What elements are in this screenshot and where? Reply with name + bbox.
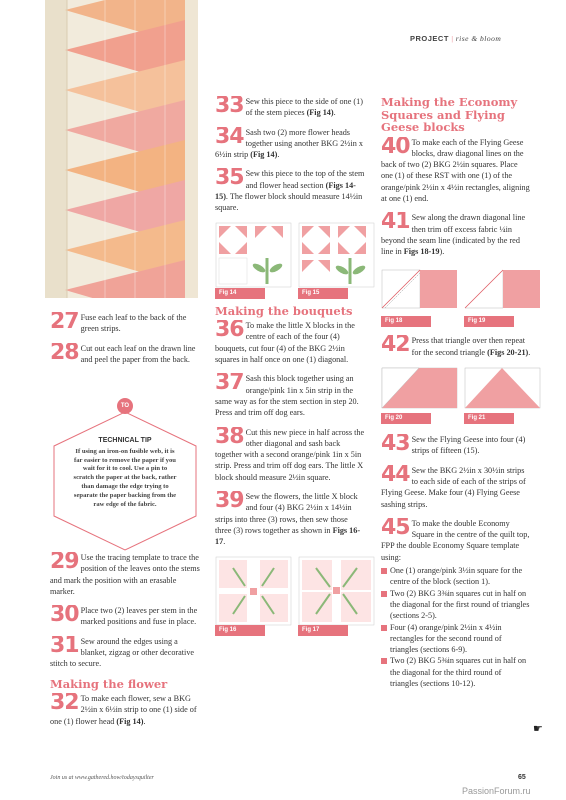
fig-reference: (Figs 14-15) [215,180,356,202]
technical-tip [50,403,200,552]
step-number: 41 [381,212,410,235]
figure-14 [215,222,292,299]
step-text: Sash this block together using an orange/pink 1in x 5in strip in the same way as for the stem section in step 20. Press and trim off dog ears. [215,374,359,418]
left-column-lower [50,552,200,735]
fig-15-label: Fig 15 [298,288,348,299]
step-number: 43 [381,434,410,457]
fig-18-label: Fig 18 [381,316,431,327]
step-29 [50,552,200,597]
page-header [410,34,501,43]
footer-join-text: Join us at www.gathered.how/todaysquilter [50,775,154,781]
step-number: 29 [50,552,79,574]
figure-15 [298,222,375,299]
list-item: Two (2) BKG 3⅜in squares cut in half on the diagonal for the first round of triangles (sections 2-5). [381,588,531,622]
fig-reference: Figs 18-19 [403,247,440,257]
step-text: Place two (2) leaves per stem in the marked positions and fuse in place. [80,606,198,627]
step-number: 42 [381,335,410,358]
list-item: One (1) orange/pink 3½in square for the centre of the block (section 1). [381,565,531,588]
step-27 [50,312,200,335]
step-text-end: . [277,150,280,160]
step-number: 45 [381,517,410,540]
header-project: PROJECT [410,34,449,43]
step-text-end: . [528,347,531,357]
step-text: Sew along the drawn diagonal line then trim off excess fabric ¼in beyond the seam line (indicated by the red line in [381,213,526,257]
fabric-list [381,565,531,689]
step-text: Sew the flowers, the little X block and four (4) BKG 2½in x 14½in strips into three (3) rows, then sew those three (3) rows together as shown in [215,492,358,535]
step-number: 32 [50,693,79,716]
step-text-end: ). [439,247,445,257]
right-column [381,92,531,689]
step-44 [381,465,531,510]
step-text: Sash two (2) more flower heads together using another BKG 2½in x 6½in strip [215,127,363,160]
middle-column [215,96,365,636]
tip-title: TECHNICAL TIP [98,437,152,444]
flower-block-complete-diagram [298,222,375,288]
heading-economy-squares: Making the Economy Squares and Flying Geese blocks [381,95,518,134]
bouquet-complete-diagram [298,556,375,626]
figures-14-15 [215,222,365,299]
step-42 [381,335,531,358]
flying-geese-trimmed-diagram [464,265,541,315]
tip-badge: TO [117,398,133,414]
step-text: Cut out each leaf on the drawn line and peel the paper from the back. [80,343,196,364]
step-43 [381,434,531,457]
figures-20-21 [381,366,531,424]
step-text-end: . [143,716,146,726]
step-number: 38 [215,426,244,449]
step-35 [215,168,365,213]
list-item: Two (2) BKG 5⅜in squares cut in half on the diagonal for the third round of triangles (sections 10-12). [381,655,531,689]
step-number: 28 [50,342,79,365]
fig-20-label: Fig 20 [381,413,431,424]
step-text: To make the little X blocks in the centre of each of the four (4) bouquets, cut four (4) of the BKG 2½in squares in half once on one (1) diagonal. [215,321,355,365]
heading-making-the-bouquets: Making the bouquets [215,303,353,318]
page-number: 65 [518,774,526,781]
fig-reference: (Fig 14) [306,108,334,118]
step-31 [50,636,200,670]
step-33 [215,96,365,119]
left-column [50,312,200,373]
fig-reference: Figs 16-17 [215,525,361,547]
tip-body: If using an iron-on fusible web, it is far easier to remove the paper if you wait for it to cool. Use a pin to scratch the paper at the back, rather than damage the edge trying to separate the paper backing from the raw edge of the fabric. [73,447,177,508]
figure-18 [381,265,458,327]
step-36 [215,320,365,365]
flying-geese-pressed-diagram [381,366,458,412]
step-text: Sew the Flying Geese into four (4) strips of fifteen (15). [411,435,526,456]
step-text-end: . [333,108,336,118]
step-text: To make each flower, sew a BKG 2½in x 6½in strip to one (1) side of one (1) flower head [50,694,197,726]
step-text: Cut this new piece in half across the other diagonal and sash back together with a second orange/pink 1in x 5in strip. Press and trim off dog ears. The little X block should measure 2½in square. [215,427,365,482]
step-text: Press that triangle over then repeat for the second triangle [411,336,526,357]
step-32 [50,693,200,727]
step-30 [50,605,200,628]
figures-16-17 [215,556,365,636]
step-38 [215,427,365,483]
step-number: 37 [215,373,244,396]
heading-making-the-flower: Making the flower [50,676,168,691]
fig-reference: (Figs 20-21) [487,347,529,357]
step-text-end: . [223,537,226,547]
quilt-photo-image [45,0,198,298]
fig-19-label: Fig 19 [464,316,514,327]
step-text-end: . The flower block should measure 14½in square. [215,192,363,213]
step-number: 36 [215,320,244,343]
watermark: PassionForum.ru [462,786,531,796]
figure-17 [298,556,375,636]
step-text: Sew this piece to the top of the stem and flower head section [245,169,365,190]
tip-content [72,437,178,509]
step-text: Fuse each leaf to the back of the green strips. [80,313,187,334]
step-34 [215,127,365,161]
figure-20 [381,366,458,424]
flower-block-diagram [215,222,292,288]
list-item: Four (4) orange/pink 2½in x 4½in rectangles for the second round of triangles (sections 6-9). [381,622,531,656]
step-28 [50,343,200,366]
step-text: Sew this piece to the side of one (1) of the stem pieces [245,97,363,118]
step-text: Use the tracing template to trace the position of the leaves onto the stems and mark the position with an erasable marker. [50,553,200,596]
step-number: 27 [50,312,79,334]
bouquet-layout-diagram [215,556,292,626]
fig-reference: (Fig 14) [250,150,278,160]
header-title: rise & bloom [455,34,502,43]
step-number: 33 [215,96,244,118]
step-text: To make the double Economy Square in the centre of the quilt top, FPP the double Economy Square template using: [381,518,530,562]
figures-18-19 [381,265,531,327]
step-number: 40 [381,136,410,159]
step-text: To make each of the Flying Geese blocks, draw diagonal lines on the back of two (2) BKG 2½in squares. Place one (1) of these RST with one (1) of the orange/pink 2½in x 4½in rectangles, aligning at one (1) end. [381,137,530,203]
pointing-hand-icon: ☛ [533,722,543,735]
figure-19 [464,265,541,327]
step-39 [215,491,365,547]
fig-14-label: Fig 14 [215,288,265,299]
fig-16-label: Fig 16 [215,625,265,636]
fig-reference: (Fig 14) [116,716,144,726]
step-number: 39 [215,491,244,514]
flying-geese-step-diagram [381,265,458,315]
step-number: 35 [215,168,244,191]
step-37 [215,373,365,418]
step-40 [381,137,531,205]
step-text: Sew around the edges using a blanket, zigzag or other decorative stitch to secure. [50,636,195,669]
figure-16 [215,556,292,636]
fig-21-label: Fig 21 [464,413,514,424]
step-45 [381,518,531,563]
step-number: 34 [215,126,244,149]
step-number: 30 [50,605,79,628]
step-number: 44 [381,464,410,487]
step-text: Sew the BKG 2½in x 30½in strips to each side of each of the strips of Flying Geese. Make four (4) Flying Geese sashing strips. [381,465,526,509]
header-separator: | [451,34,454,43]
fig-17-label: Fig 17 [298,625,348,636]
step-41 [381,212,531,257]
flying-geese-finished-diagram [464,366,541,412]
quilt-photo [45,0,198,298]
step-number: 31 [50,635,79,658]
figure-21 [464,366,541,424]
